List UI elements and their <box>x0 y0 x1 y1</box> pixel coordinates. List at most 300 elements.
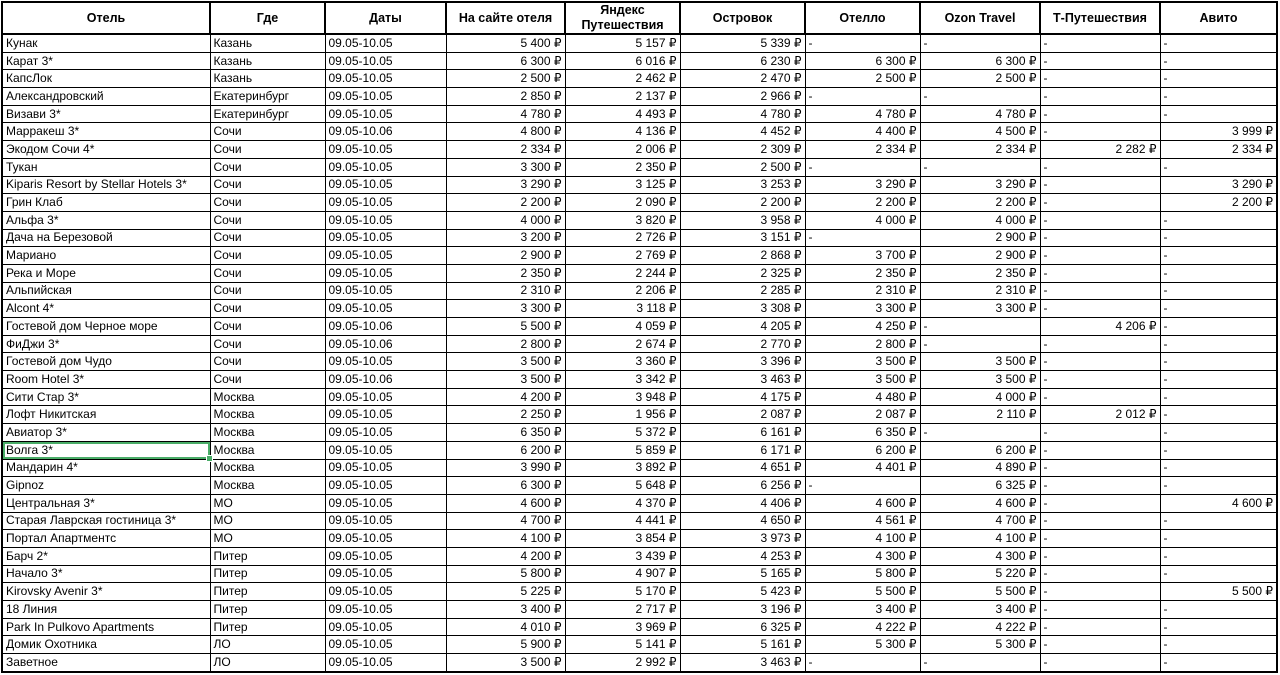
column-header[interactable]: Т-Путешествия <box>1040 2 1160 34</box>
table-cell[interactable]: 5 161 ₽ <box>680 636 805 654</box>
table-cell[interactable]: 2 500 ₽ <box>920 70 1040 88</box>
table-cell[interactable]: 4 600 ₽ <box>805 494 920 512</box>
table-cell[interactable]: 09.05-10.05 <box>325 530 446 548</box>
table-cell[interactable]: 1 956 ₽ <box>565 406 680 424</box>
table-cell[interactable]: Kiparis Resort by Stellar Hotels 3* <box>2 176 210 194</box>
table-cell[interactable]: - <box>1040 424 1160 442</box>
table-cell[interactable]: 4 000 ₽ <box>920 388 1040 406</box>
table-cell[interactable]: 4 000 ₽ <box>446 211 565 229</box>
table-cell[interactable]: 3 973 ₽ <box>680 530 805 548</box>
table-cell[interactable]: - <box>1040 229 1160 247</box>
table-cell[interactable]: Альфа 3* <box>2 211 210 229</box>
table-cell[interactable]: - <box>1040 158 1160 176</box>
table-cell[interactable]: 4 780 ₽ <box>805 105 920 123</box>
table-cell[interactable]: - <box>1160 353 1277 371</box>
table-cell[interactable]: - <box>1160 388 1277 406</box>
table-cell[interactable]: - <box>1040 123 1160 141</box>
table-cell[interactable]: 4 300 ₽ <box>805 547 920 565</box>
table-cell[interactable]: 2 800 ₽ <box>805 335 920 353</box>
table-cell[interactable]: - <box>805 34 920 52</box>
table-cell[interactable]: Экодом Сочи 4* <box>2 141 210 159</box>
table-cell[interactable]: 5 141 ₽ <box>565 636 680 654</box>
table-cell[interactable]: 3 151 ₽ <box>680 229 805 247</box>
table-cell[interactable]: 2 350 ₽ <box>565 158 680 176</box>
table-cell[interactable]: 5 800 ₽ <box>805 565 920 583</box>
table-cell[interactable]: 2 325 ₽ <box>680 264 805 282</box>
table-cell[interactable]: - <box>1040 494 1160 512</box>
table-cell[interactable]: - <box>1040 388 1160 406</box>
column-header[interactable]: Отелло <box>805 2 920 34</box>
table-cell[interactable]: - <box>1160 477 1277 495</box>
table-cell[interactable]: - <box>1040 530 1160 548</box>
table-cell[interactable]: - <box>1160 158 1277 176</box>
table-cell[interactable]: 4 406 ₽ <box>680 494 805 512</box>
table-cell[interactable]: 09.05-10.05 <box>325 424 446 442</box>
table-cell[interactable]: 3 500 ₽ <box>446 654 565 672</box>
table-cell[interactable]: 5 300 ₽ <box>805 636 920 654</box>
table-cell[interactable]: Москва <box>210 406 325 424</box>
table-cell[interactable]: - <box>1040 300 1160 318</box>
table-cell[interactable]: Река и Море <box>2 264 210 282</box>
table-cell[interactable]: 4 452 ₽ <box>680 123 805 141</box>
table-cell[interactable]: 4 600 ₽ <box>446 494 565 512</box>
table-cell[interactable]: - <box>1160 335 1277 353</box>
table-cell[interactable]: 09.05-10.05 <box>325 34 446 52</box>
table-cell[interactable]: 2 200 ₽ <box>446 194 565 212</box>
table-cell[interactable]: 5 372 ₽ <box>565 424 680 442</box>
table-cell[interactable]: - <box>920 335 1040 353</box>
table-cell[interactable]: - <box>805 477 920 495</box>
table-cell[interactable]: 4 480 ₽ <box>805 388 920 406</box>
table-cell[interactable]: 4 700 ₽ <box>920 512 1040 530</box>
table-cell[interactable]: 2 334 ₽ <box>1160 141 1277 159</box>
table-cell[interactable]: 09.05-10.05 <box>325 300 446 318</box>
table-cell[interactable]: 4 650 ₽ <box>680 512 805 530</box>
table-cell[interactable]: 3 290 ₽ <box>1160 176 1277 194</box>
table-cell[interactable]: Гостевой дом Черное море <box>2 318 210 336</box>
table-cell[interactable]: - <box>805 158 920 176</box>
selected-cell[interactable]: Волга 3* <box>2 441 210 459</box>
table-cell[interactable]: 3 253 ₽ <box>680 176 805 194</box>
table-cell[interactable]: - <box>920 34 1040 52</box>
table-cell[interactable]: 4 100 ₽ <box>920 530 1040 548</box>
table-cell[interactable]: 5 648 ₽ <box>565 477 680 495</box>
table-cell[interactable]: - <box>1040 70 1160 88</box>
table-cell[interactable]: 09.05-10.05 <box>325 583 446 601</box>
table-cell[interactable]: 6 300 ₽ <box>446 52 565 70</box>
table-cell[interactable]: КапсЛок <box>2 70 210 88</box>
table-cell[interactable]: 3 820 ₽ <box>565 211 680 229</box>
table-cell[interactable]: 09.05-10.05 <box>325 565 446 583</box>
table-cell[interactable]: 09.05-10.05 <box>325 601 446 619</box>
table-cell[interactable]: Сочи <box>210 247 325 265</box>
table-cell[interactable]: Сочи <box>210 211 325 229</box>
table-cell[interactable]: Мариано <box>2 247 210 265</box>
table-cell[interactable]: 3 999 ₽ <box>1160 123 1277 141</box>
table-cell[interactable]: 3 958 ₽ <box>680 211 805 229</box>
table-cell[interactable]: 2 674 ₽ <box>565 335 680 353</box>
table-cell[interactable]: Центральная 3* <box>2 494 210 512</box>
table-cell[interactable]: - <box>1040 512 1160 530</box>
table-cell[interactable]: 6 200 ₽ <box>446 441 565 459</box>
table-cell[interactable]: Визави 3* <box>2 105 210 123</box>
table-cell[interactable]: 3 125 ₽ <box>565 176 680 194</box>
table-cell[interactable]: 4 600 ₽ <box>920 494 1040 512</box>
table-cell[interactable]: 4 700 ₽ <box>446 512 565 530</box>
table-cell[interactable]: Сочи <box>210 123 325 141</box>
table-cell[interactable]: 3 300 ₽ <box>446 158 565 176</box>
table-cell[interactable]: 09.05-10.05 <box>325 176 446 194</box>
table-cell[interactable]: - <box>1160 601 1277 619</box>
table-cell[interactable]: 09.05-10.05 <box>325 388 446 406</box>
table-cell[interactable]: 2 770 ₽ <box>680 335 805 353</box>
table-cell[interactable]: Room Hotel 3* <box>2 371 210 389</box>
table-cell[interactable]: Казань <box>210 52 325 70</box>
table-cell[interactable]: - <box>1160 300 1277 318</box>
table-cell[interactable]: 3 300 ₽ <box>920 300 1040 318</box>
table-cell[interactable]: 2 350 ₽ <box>805 264 920 282</box>
table-cell[interactable]: 3 500 ₽ <box>920 353 1040 371</box>
table-cell[interactable]: 4 800 ₽ <box>446 123 565 141</box>
table-cell[interactable]: Москва <box>210 388 325 406</box>
table-cell[interactable]: Gipnoz <box>2 477 210 495</box>
table-cell[interactable]: - <box>1160 406 1277 424</box>
table-cell[interactable]: - <box>1160 105 1277 123</box>
table-cell[interactable]: 4 200 ₽ <box>446 547 565 565</box>
table-cell[interactable]: 2 200 ₽ <box>1160 194 1277 212</box>
column-header[interactable]: Даты <box>325 2 446 34</box>
table-cell[interactable]: МО <box>210 494 325 512</box>
table-cell[interactable]: 3 196 ₽ <box>680 601 805 619</box>
table-cell[interactable]: Питер <box>210 547 325 565</box>
table-cell[interactable]: Александровский <box>2 88 210 106</box>
table-cell[interactable]: 2 992 ₽ <box>565 654 680 672</box>
table-cell[interactable]: 09.05-10.05 <box>325 477 446 495</box>
table-cell[interactable]: 3 118 ₽ <box>565 300 680 318</box>
table-cell[interactable]: Сочи <box>210 335 325 353</box>
table-cell[interactable]: 2 500 ₽ <box>446 70 565 88</box>
table-cell[interactable]: Москва <box>210 441 325 459</box>
table-cell[interactable]: 2 309 ₽ <box>680 141 805 159</box>
table-cell[interactable]: Барч 2* <box>2 547 210 565</box>
table-cell[interactable]: 09.05-10.05 <box>325 52 446 70</box>
table-cell[interactable]: 5 500 ₽ <box>1160 583 1277 601</box>
table-cell[interactable]: 09.05-10.05 <box>325 654 446 672</box>
table-cell[interactable]: Гостевой дом Чудо <box>2 353 210 371</box>
table-cell[interactable]: Питер <box>210 583 325 601</box>
table-cell[interactable]: - <box>1040 547 1160 565</box>
table-cell[interactable]: 2 012 ₽ <box>1040 406 1160 424</box>
column-header[interactable]: На сайте отеля <box>446 2 565 34</box>
table-cell[interactable]: Питер <box>210 565 325 583</box>
table-cell[interactable]: Марракеш 3* <box>2 123 210 141</box>
table-cell[interactable]: - <box>805 88 920 106</box>
table-cell[interactable]: - <box>1040 176 1160 194</box>
table-cell[interactable]: 4 206 ₽ <box>1040 318 1160 336</box>
table-cell[interactable]: 4 907 ₽ <box>565 565 680 583</box>
table-cell[interactable]: - <box>1040 88 1160 106</box>
table-cell[interactable]: 2 310 ₽ <box>446 282 565 300</box>
table-cell[interactable]: 6 200 ₽ <box>805 441 920 459</box>
table-cell[interactable]: 4 175 ₽ <box>680 388 805 406</box>
table-cell[interactable]: 4 780 ₽ <box>920 105 1040 123</box>
table-cell[interactable]: - <box>1040 247 1160 265</box>
table-cell[interactable]: - <box>1160 530 1277 548</box>
table-cell[interactable]: 4 780 ₽ <box>446 105 565 123</box>
table-cell[interactable]: 09.05-10.05 <box>325 88 446 106</box>
table-cell[interactable]: 6 300 ₽ <box>446 477 565 495</box>
table-cell[interactable]: 09.05-10.05 <box>325 406 446 424</box>
table-cell[interactable]: - <box>1040 211 1160 229</box>
table-cell[interactable]: 3 290 ₽ <box>920 176 1040 194</box>
table-cell[interactable]: 3 500 ₽ <box>805 353 920 371</box>
table-cell[interactable]: 18 Линия <box>2 601 210 619</box>
table-cell[interactable]: 2 462 ₽ <box>565 70 680 88</box>
table-cell[interactable]: 5 800 ₽ <box>446 565 565 583</box>
table-cell[interactable]: 3 500 ₽ <box>446 371 565 389</box>
table-cell[interactable]: 2 244 ₽ <box>565 264 680 282</box>
table-cell[interactable]: Портал Апартментс <box>2 530 210 548</box>
table-cell[interactable]: 6 350 ₽ <box>805 424 920 442</box>
table-cell[interactable]: - <box>1160 459 1277 477</box>
table-cell[interactable]: 4 059 ₽ <box>565 318 680 336</box>
column-header[interactable]: Яндекс Путешествия <box>565 2 680 34</box>
table-cell[interactable]: 4 222 ₽ <box>805 618 920 636</box>
table-cell[interactable]: 4 401 ₽ <box>805 459 920 477</box>
table-cell[interactable]: 09.05-10.05 <box>325 105 446 123</box>
table-cell[interactable]: 3 948 ₽ <box>565 388 680 406</box>
column-header[interactable]: Авито <box>1160 2 1277 34</box>
table-cell[interactable]: 6 230 ₽ <box>680 52 805 70</box>
table-cell[interactable]: 4 370 ₽ <box>565 494 680 512</box>
table-cell[interactable]: 09.05-10.05 <box>325 141 446 159</box>
table-cell[interactable]: - <box>1160 247 1277 265</box>
table-cell[interactable]: 2 769 ₽ <box>565 247 680 265</box>
column-header[interactable]: Отель <box>2 2 210 34</box>
table-cell[interactable]: 09.05-10.05 <box>325 512 446 530</box>
table-cell[interactable]: - <box>1160 441 1277 459</box>
table-cell[interactable]: 09.05-10.05 <box>325 247 446 265</box>
table-cell[interactable]: - <box>805 654 920 672</box>
table-cell[interactable]: 2 800 ₽ <box>446 335 565 353</box>
table-cell[interactable]: 3 969 ₽ <box>565 618 680 636</box>
table-cell[interactable]: 5 500 ₽ <box>805 583 920 601</box>
table-cell[interactable]: Москва <box>210 459 325 477</box>
table-cell[interactable]: 3 500 ₽ <box>920 371 1040 389</box>
table-cell[interactable]: Домик Охотника <box>2 636 210 654</box>
table-cell[interactable]: Мандарин 4* <box>2 459 210 477</box>
table-cell[interactable]: - <box>920 654 1040 672</box>
table-cell[interactable]: 09.05-10.05 <box>325 636 446 654</box>
table-cell[interactable]: 4 000 ₽ <box>805 211 920 229</box>
table-cell[interactable]: 3 308 ₽ <box>680 300 805 318</box>
table-cell[interactable]: 3 290 ₽ <box>446 176 565 194</box>
table-cell[interactable]: 3 854 ₽ <box>565 530 680 548</box>
table-cell[interactable]: Сочи <box>210 371 325 389</box>
table-cell[interactable]: 3 700 ₽ <box>805 247 920 265</box>
table-cell[interactable]: - <box>1160 70 1277 88</box>
table-cell[interactable]: Kirovsky Avenir 3* <box>2 583 210 601</box>
table-cell[interactable]: 4 890 ₽ <box>920 459 1040 477</box>
table-cell[interactable]: Сочи <box>210 229 325 247</box>
table-cell[interactable]: 09.05-10.05 <box>325 353 446 371</box>
table-cell[interactable]: Альпийская <box>2 282 210 300</box>
table-cell[interactable]: 2 334 ₽ <box>920 141 1040 159</box>
table-cell[interactable]: 4 780 ₽ <box>680 105 805 123</box>
table-cell[interactable]: 5 423 ₽ <box>680 583 805 601</box>
table-cell[interactable]: 3 360 ₽ <box>565 353 680 371</box>
table-cell[interactable]: 6 325 ₽ <box>920 477 1040 495</box>
table-cell[interactable]: 4 561 ₽ <box>805 512 920 530</box>
table-cell[interactable]: - <box>1040 105 1160 123</box>
table-cell[interactable]: 2 350 ₽ <box>920 264 1040 282</box>
table-cell[interactable]: - <box>1160 318 1277 336</box>
table-cell[interactable]: МО <box>210 530 325 548</box>
table-cell[interactable]: - <box>1160 618 1277 636</box>
table-cell[interactable]: 4 010 ₽ <box>446 618 565 636</box>
table-cell[interactable]: 2 334 ₽ <box>446 141 565 159</box>
table-cell[interactable]: Екатеринбург <box>210 105 325 123</box>
table-cell[interactable]: Москва <box>210 424 325 442</box>
table-cell[interactable]: 4 100 ₽ <box>805 530 920 548</box>
table-cell[interactable]: - <box>920 158 1040 176</box>
table-cell[interactable]: 2 350 ₽ <box>446 264 565 282</box>
table-cell[interactable]: 2 900 ₽ <box>920 229 1040 247</box>
table-cell[interactable]: - <box>1160 424 1277 442</box>
table-cell[interactable]: 5 300 ₽ <box>920 636 1040 654</box>
table-cell[interactable]: 09.05-10.06 <box>325 318 446 336</box>
table-cell[interactable]: 3 439 ₽ <box>565 547 680 565</box>
table-cell[interactable]: МО <box>210 512 325 530</box>
table-cell[interactable]: Заветное <box>2 654 210 672</box>
table-cell[interactable]: 3 290 ₽ <box>805 176 920 194</box>
table-cell[interactable]: - <box>1160 229 1277 247</box>
table-cell[interactable]: 2 110 ₽ <box>920 406 1040 424</box>
table-cell[interactable]: 3 300 ₽ <box>805 300 920 318</box>
table-cell[interactable]: Дача на Березовой <box>2 229 210 247</box>
table-cell[interactable]: 4 441 ₽ <box>565 512 680 530</box>
table-cell[interactable]: - <box>1040 601 1160 619</box>
table-cell[interactable]: 5 859 ₽ <box>565 441 680 459</box>
table-cell[interactable]: Екатеринбург <box>210 88 325 106</box>
table-cell[interactable]: - <box>1040 264 1160 282</box>
table-cell[interactable]: 2 500 ₽ <box>680 158 805 176</box>
table-cell[interactable]: 2 090 ₽ <box>565 194 680 212</box>
table-cell[interactable]: - <box>1040 459 1160 477</box>
table-cell[interactable]: - <box>1040 618 1160 636</box>
table-cell[interactable]: - <box>1040 371 1160 389</box>
table-cell[interactable]: 2 087 ₽ <box>805 406 920 424</box>
table-cell[interactable]: 3 200 ₽ <box>446 229 565 247</box>
table-cell[interactable]: 09.05-10.05 <box>325 194 446 212</box>
table-cell[interactable]: 09.05-10.05 <box>325 441 446 459</box>
table-cell[interactable]: 2 310 ₽ <box>805 282 920 300</box>
table-cell[interactable]: 4 300 ₽ <box>920 547 1040 565</box>
table-cell[interactable]: 2 137 ₽ <box>565 88 680 106</box>
table-cell[interactable]: 3 342 ₽ <box>565 371 680 389</box>
table-cell[interactable]: 3 990 ₽ <box>446 459 565 477</box>
table-cell[interactable]: - <box>1040 654 1160 672</box>
table-cell[interactable]: 3 463 ₽ <box>680 654 805 672</box>
table-cell[interactable]: Сочи <box>210 353 325 371</box>
table-cell[interactable]: 09.05-10.05 <box>325 494 446 512</box>
table-cell[interactable]: - <box>1040 34 1160 52</box>
table-cell[interactable]: - <box>1040 282 1160 300</box>
table-cell[interactable]: 5 500 ₽ <box>446 318 565 336</box>
table-cell[interactable]: 6 300 ₽ <box>920 52 1040 70</box>
table-cell[interactable]: Москва <box>210 477 325 495</box>
table-cell[interactable]: 3 396 ₽ <box>680 353 805 371</box>
table-cell[interactable]: 09.05-10.06 <box>325 123 446 141</box>
table-cell[interactable]: - <box>1040 565 1160 583</box>
table-cell[interactable]: 5 500 ₽ <box>920 583 1040 601</box>
table-cell[interactable]: 6 350 ₽ <box>446 424 565 442</box>
table-cell[interactable]: 5 339 ₽ <box>680 34 805 52</box>
table-cell[interactable]: Тукан <box>2 158 210 176</box>
table-cell[interactable]: 09.05-10.05 <box>325 211 446 229</box>
table-cell[interactable]: 2 726 ₽ <box>565 229 680 247</box>
table-cell[interactable]: - <box>1160 88 1277 106</box>
table-cell[interactable]: 6 016 ₽ <box>565 52 680 70</box>
table-cell[interactable]: 5 900 ₽ <box>446 636 565 654</box>
table-cell[interactable]: Сочи <box>210 300 325 318</box>
table-cell[interactable]: 4 250 ₽ <box>805 318 920 336</box>
table-cell[interactable]: - <box>1160 34 1277 52</box>
table-cell[interactable]: 2 285 ₽ <box>680 282 805 300</box>
table-cell[interactable]: 3 400 ₽ <box>446 601 565 619</box>
table-cell[interactable]: - <box>920 424 1040 442</box>
table-cell[interactable]: - <box>1040 52 1160 70</box>
table-cell[interactable]: Карат 3* <box>2 52 210 70</box>
table-cell[interactable]: Сочи <box>210 282 325 300</box>
table-cell[interactable]: ФиДжи 3* <box>2 335 210 353</box>
table-cell[interactable]: 2 900 ₽ <box>446 247 565 265</box>
table-cell[interactable]: - <box>1040 636 1160 654</box>
table-cell[interactable]: 6 300 ₽ <box>805 52 920 70</box>
table-cell[interactable]: 2 250 ₽ <box>446 406 565 424</box>
table-cell[interactable]: 2 310 ₽ <box>920 282 1040 300</box>
table-cell[interactable]: 4 222 ₽ <box>920 618 1040 636</box>
table-cell[interactable]: 4 136 ₽ <box>565 123 680 141</box>
table-cell[interactable]: - <box>1040 335 1160 353</box>
table-cell[interactable]: - <box>1160 211 1277 229</box>
table-cell[interactable]: 2 200 ₽ <box>805 194 920 212</box>
table-cell[interactable]: Сочи <box>210 176 325 194</box>
table-cell[interactable]: 4 100 ₽ <box>446 530 565 548</box>
table-cell[interactable]: 09.05-10.05 <box>325 547 446 565</box>
table-cell[interactable]: - <box>1160 636 1277 654</box>
table-cell[interactable]: 2 900 ₽ <box>920 247 1040 265</box>
table-cell[interactable]: 09.05-10.05 <box>325 70 446 88</box>
table-cell[interactable]: Сочи <box>210 194 325 212</box>
table-cell[interactable]: 4 651 ₽ <box>680 459 805 477</box>
table-cell[interactable]: 2 200 ₽ <box>920 194 1040 212</box>
table-cell[interactable]: 6 256 ₽ <box>680 477 805 495</box>
table-cell[interactable]: Питер <box>210 601 325 619</box>
table-cell[interactable]: - <box>805 229 920 247</box>
table-cell[interactable]: - <box>1160 654 1277 672</box>
table-cell[interactable]: 3 500 ₽ <box>805 371 920 389</box>
table-cell[interactable]: 4 400 ₽ <box>805 123 920 141</box>
table-cell[interactable]: Сити Стар 3* <box>2 388 210 406</box>
table-cell[interactable]: Старая Лаврская гостиница 3* <box>2 512 210 530</box>
table-cell[interactable]: 2 500 ₽ <box>805 70 920 88</box>
table-cell[interactable]: 09.05-10.05 <box>325 158 446 176</box>
table-cell[interactable]: 2 850 ₽ <box>446 88 565 106</box>
table-cell[interactable]: Сочи <box>210 264 325 282</box>
column-header[interactable]: Ozon Travel <box>920 2 1040 34</box>
table-cell[interactable]: Казань <box>210 70 325 88</box>
